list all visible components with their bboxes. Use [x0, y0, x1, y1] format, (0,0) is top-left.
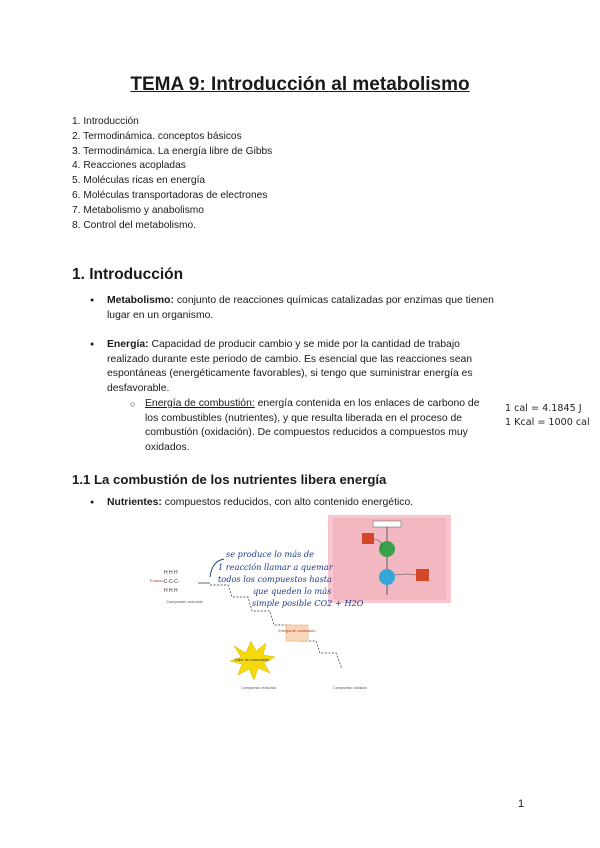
margin-note [505, 402, 590, 430]
table-of-contents [72, 115, 272, 233]
subbullet-combustion [145, 397, 490, 455]
label-left: Compuesto reducido [241, 686, 277, 690]
burst-label: Calor de combustión [234, 658, 270, 662]
margin-note-line: 1 cal = 4.1845 J [505, 403, 582, 414]
toc-item: 5. Moléculas ricas en energía [72, 175, 206, 187]
subsection-heading: 1.1 La combustión de los nutrientes libera energía [72, 472, 387, 487]
toc-item: 6. Moléculas transportadoras de electrones [72, 189, 268, 201]
inset-box-right [416, 569, 429, 581]
subbullet-text: energía contenida en los enlaces de carbono de los combustibles (nutrientes), y que resulta liberada en el proceso de combustión (oxidación). De compuestos reducidos a compuestos muy oxidados. [145, 398, 480, 453]
label-right: Compuesto oxidado [333, 686, 367, 690]
energy-box [286, 625, 308, 641]
toc-item: 1. Introducción [72, 116, 139, 127]
bullet-text: Capacidad de producir cambio y se mide por la cantidad de trabajo realizado durante este periodo de cambio. Es esencial que las reacciones sean espontáneas (energéticamente favorables), si tengo que suministrar energía es desfavorable. [107, 339, 473, 394]
handwritten-line: se produce lo más de [226, 549, 314, 559]
toc-item: 3. Termodinámica. La energía libre de Gibbs [72, 145, 273, 157]
bullet-term: Metabolismo: [107, 295, 174, 306]
svg-text:H H H: H H H [164, 588, 178, 594]
bullet-energia [107, 338, 502, 396]
handwritten-line: simple posible CO2 + H2O [252, 598, 364, 608]
toc-item: 8. Control del metabolismo. [72, 219, 197, 231]
inset-header [373, 521, 401, 527]
svg-text:Enlace: Enlace [150, 578, 163, 583]
svg-text:-C-C-C-: -C-C-C- [162, 579, 180, 585]
handwritten-line: todos los compuestos hasta [218, 574, 332, 584]
reduced-molecule [150, 570, 204, 604]
bullet-metabolismo [107, 294, 502, 323]
toc-item: 7. Metabolismo y anabolismo [72, 204, 204, 216]
toc-item: 2. Termodinámica. conceptos básicos [72, 130, 242, 142]
bullet-term: Energía: [107, 339, 149, 350]
page-title: TEMA 9: Introducción al metabolismo [130, 74, 470, 95]
inset-box-left [362, 533, 374, 544]
handwritten-line: 1 reacción llamar a quemar [218, 562, 333, 572]
section-heading: 1. Introducción [72, 266, 184, 283]
bullet-text: conjunto de reacciones químicas catalizadas por enzimas que tienen lugar en un organismo. [107, 295, 494, 321]
bullet-text: compuestos reducidos, con alto contenido energético. [161, 497, 414, 508]
bullet-term: Nutrientes: [107, 497, 162, 508]
margin-note-line: 1 Kcal = 1000 cal [505, 417, 590, 428]
bullet-nutrientes [107, 496, 502, 511]
page-number: 1 [518, 798, 525, 810]
combustion-figure [148, 513, 453, 708]
svg-text:H H H: H H H [164, 570, 178, 576]
toc-item: 4. Reacciones acopladas [72, 160, 186, 172]
start-label: Compuesto reducido [166, 599, 203, 604]
inset-panel-inner [334, 519, 445, 599]
inset-node-blue [379, 569, 395, 585]
energy-box-label: Energía de combustión [278, 629, 316, 633]
handwritten-line: que queden lo más [253, 586, 332, 596]
subbullet-term: Energía de combustión: [145, 398, 255, 409]
